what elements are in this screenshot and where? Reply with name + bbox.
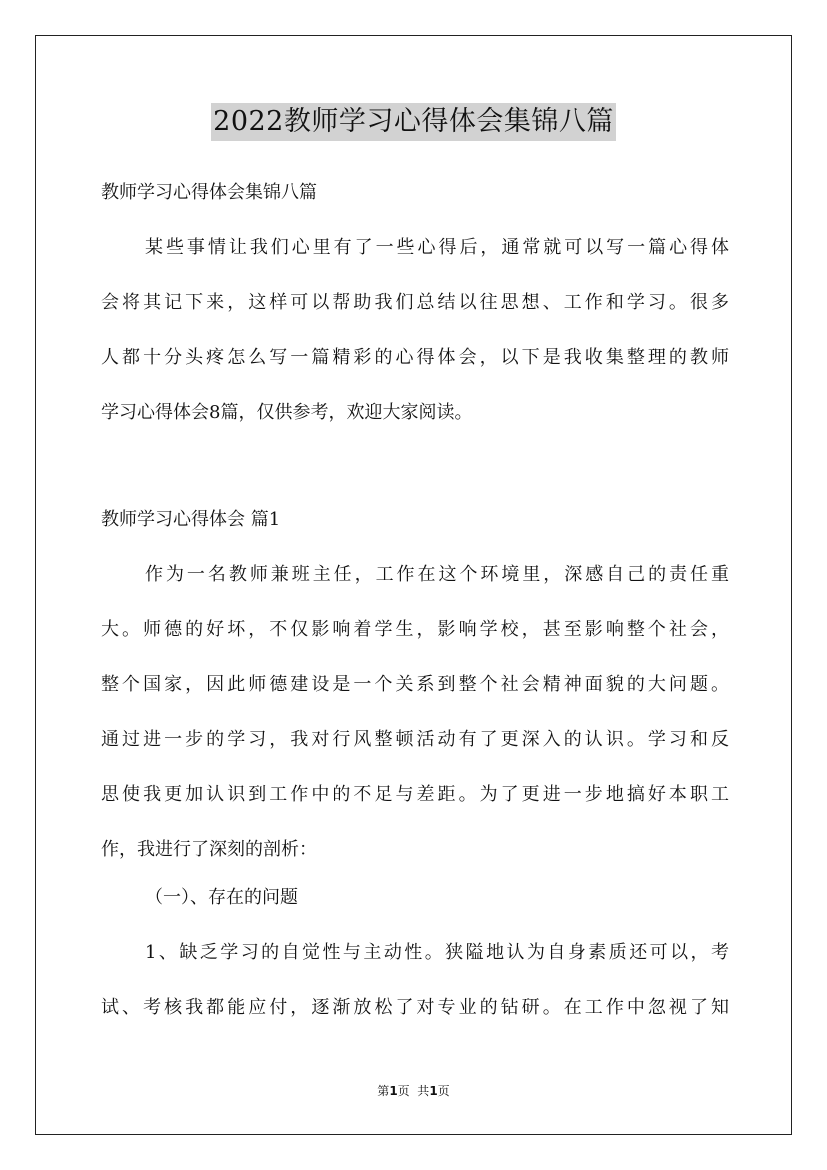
body-line-4: 通过进一步的学习，我对行风整顿活动有了更深入的认识。学习和反 — [101, 729, 729, 750]
page-footer — [0, 1083, 827, 1099]
footer-page-prefix: 第 — [377, 1084, 390, 1098]
intro-line-2: 会将其记下来，这样可以帮助我们总结以往思想、工作和学习。很多 — [101, 292, 729, 313]
subheading: （一）、存在的问题 — [145, 887, 298, 908]
intro-line-1: 某些事情让我们心里有了一些心得后，通常就可以写一篇心得体 — [145, 237, 729, 258]
document-title-container — [0, 103, 827, 141]
document-title: 2022教师学习心得体会集锦八篇 — [211, 103, 616, 141]
document-subtitle: 教师学习心得体会集锦八篇 — [101, 182, 317, 203]
footer-page-total: 1 — [429, 1084, 438, 1098]
footer-page-mid: 页 共 — [397, 1084, 430, 1098]
body-line-6: 作，我进行了深刻的剖析： — [101, 839, 317, 860]
point-line-2: 试、考核我都能应付，逐渐放松了对专业的钻研。在工作中忽视了知 — [101, 997, 729, 1018]
section-heading: 教师学习心得体会 篇1 — [101, 509, 281, 530]
body-line-3: 整个国家，因此师德建设是一个关系到整个社会精神面貌的大问题。 — [101, 674, 729, 695]
intro-line-3: 人都十分头疼怎么写一篇精彩的心得体会，以下是我收集整理的教师 — [101, 347, 729, 368]
footer-page-number: 1 — [389, 1084, 398, 1098]
footer-page-suffix: 页 — [437, 1084, 450, 1098]
intro-line-4: 学习心得体会8篇，仅供参考，欢迎大家阅读。 — [101, 402, 473, 423]
body-line-2: 大。师德的好坏，不仅影响着学生，影响学校，甚至影响整个社会， — [101, 619, 729, 640]
body-line-1: 作为一名教师兼班主任，工作在这个环境里，深感自己的责任重 — [145, 564, 729, 585]
body-line-5: 思使我更加认识到工作中的不足与差距。为了更进一步地搞好本职工 — [101, 784, 729, 805]
point-line-1: 1、缺乏学习的自觉性与主动性。狭隘地认为自身素质还可以，考 — [145, 942, 729, 963]
